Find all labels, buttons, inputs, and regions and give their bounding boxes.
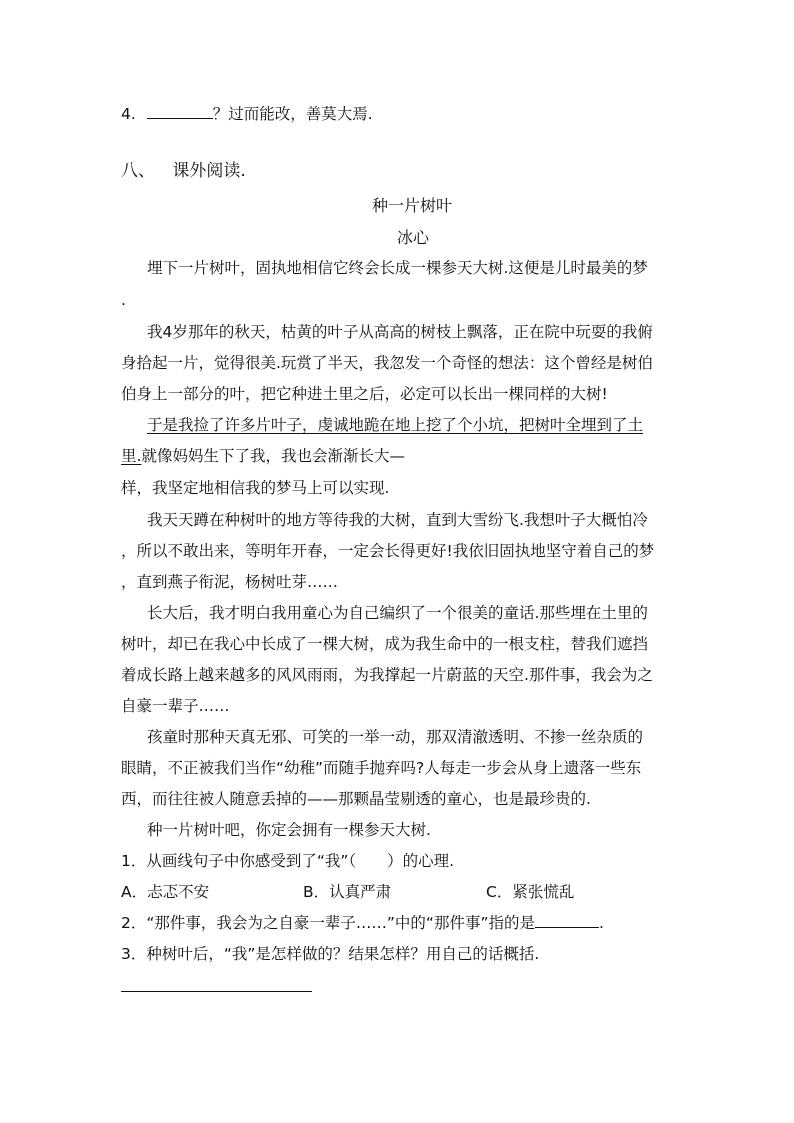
- paragraph-7: 种一片树叶吧，你定会拥有一棵参天大树.: [147, 821, 431, 839]
- paragraph-5-line-4: 自豪一辈子……: [121, 697, 230, 715]
- paragraph-4-line-1: 我天天蹲在种树叶的地方等待我的大树，直到大雪纷飞.我想叶子大概怕冷: [147, 511, 648, 529]
- question-4-number: 4.: [121, 105, 136, 123]
- underlined-sentence-part-1: 于是我捡了许多片叶子，虔诚地跪在地上挖了个小坑，把树叶全埋到了土: [147, 416, 644, 434]
- article-title: 种一片树叶: [372, 196, 453, 215]
- section-title: 课外阅读.: [172, 161, 246, 181]
- question-4-text: ？过而能改，善莫大焉.: [212, 105, 373, 123]
- question-1-option-a[interactable]: A．忐忑不安: [121, 883, 210, 901]
- paragraph-2-line-1: 我4岁那年的秋天，枯黄的叶子从高高的树枝上飘落，正在院中玩耍的我俯: [147, 323, 653, 341]
- paragraph-1-line-1: 埋下一片树叶，固执地相信它终会长成一棵参天大树.这便是儿时最美的梦: [147, 259, 648, 277]
- question-4-answer-blank[interactable]: [147, 104, 213, 119]
- article-author: 冰心: [397, 228, 430, 247]
- underlined-sentence-part-2: 里.: [121, 447, 142, 465]
- paragraph-1-line-2: .: [121, 291, 126, 309]
- question-1-option-b[interactable]: B．认真严肃: [303, 883, 392, 901]
- paragraph-4-line-3: ，直到燕子衔泥，杨树吐芽……: [121, 573, 339, 591]
- paragraph-3-line-2-rest: 就像妈妈生下了我，我也会渐渐长大—: [141, 447, 405, 465]
- question-2-answer-blank[interactable]: [535, 913, 599, 928]
- question-3: 3．种树叶后，“我”是怎样做的？结果怎样？用自己的话概括.: [121, 945, 540, 963]
- question-1: 1．从画线句子中你感受到了“我”（ ）的心理.: [121, 852, 455, 870]
- question-3-answer-line[interactable]: [121, 991, 312, 992]
- paragraph-3-line-2: [121, 446, 405, 466]
- paragraph-2-line-3: 伯身上一部分的叶，把它种进土里之后，必定可以长出一棵同样的大树!: [121, 385, 608, 403]
- paragraph-6-line-1: 孩童时那种天真无邪、可笑的一举一动，那双清澈透明、不掺一丝杂质的: [147, 728, 644, 746]
- paragraph-6-line-2: 眼睛，不正被我们当作“幼稚”而随手抛弃吗?人每走一步会从身上遗落一些东: [121, 759, 642, 777]
- section-heading: [121, 161, 246, 181]
- section-number: 八、: [121, 161, 155, 181]
- paragraph-2-line-2: 身拾起一片，觉得很美.玩赏了半天，我忽发一个奇怪的想法：这个曾经是树伯: [121, 354, 653, 372]
- paragraph-5-line-2: 树叶，却已在我心中长成了一棵大树，成为我生命中的一根支柱，替我们遮挡: [121, 635, 649, 653]
- question-2-period: .: [598, 914, 604, 932]
- question-2: [121, 913, 604, 933]
- paragraph-5-line-3: 着成长路上越来越多的风风雨雨，为我撑起一片蔚蓝的天空.那件事，我会为之: [121, 666, 653, 684]
- paragraph-3-line-3: 样，我坚定地相信我的梦马上可以实现.: [121, 479, 390, 497]
- question-1-option-c[interactable]: C．紧张慌乱: [486, 883, 575, 901]
- paragraph-4-line-2: ，所以不敢出来，等明年开春，一定会长得更好!我依旧固执地坚守着自己的梦: [121, 542, 655, 560]
- question-4: [121, 104, 373, 124]
- paragraph-5-line-1: 长大后，我才明白我用童心为自己编织了一个很美的童话.那些埋在土里的: [147, 604, 648, 622]
- question-2-text: 2．“那件事，我会为之自豪一辈子……”中的“那件事”指的是: [121, 914, 535, 932]
- paragraph-6-line-3: 西，而往往被人随意丢掉的——那颗晶莹剔透的童心，也是最珍贵的.: [121, 790, 591, 808]
